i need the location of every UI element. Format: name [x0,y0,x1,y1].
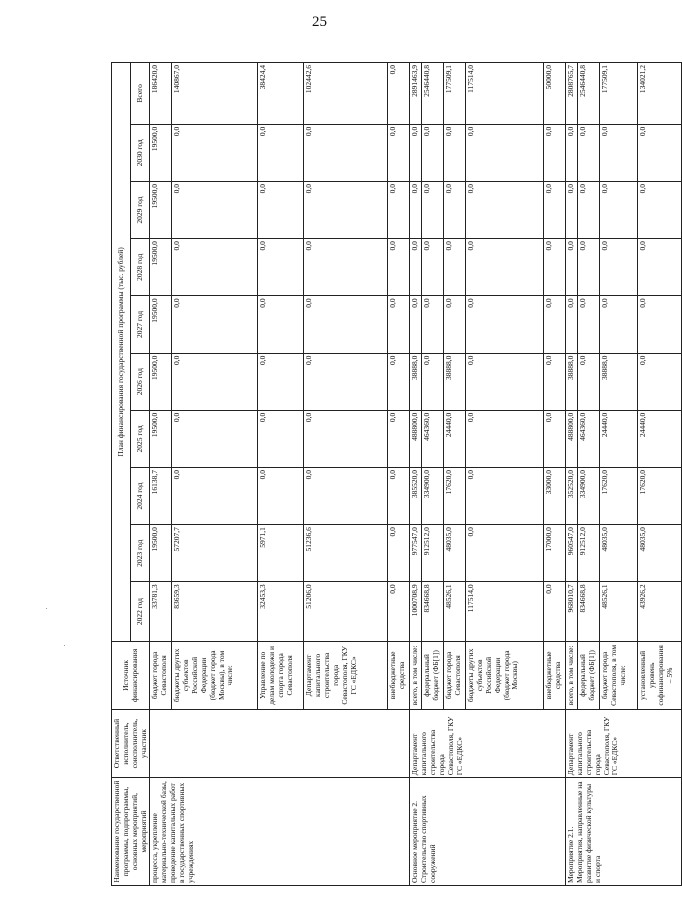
value-cell: 38888,0 [410,353,422,410]
total-cell: 140867,0 [172,63,258,125]
value-cell: 38888,0 [600,353,638,410]
page-number: 25 [312,14,327,30]
header-year: 2029 год [131,181,150,238]
source-cell: всего, в том числе: [566,641,578,709]
value-cell: 0,0 [388,181,410,238]
value-cell: 0,0 [638,296,682,353]
value-cell: 0,0 [444,296,466,353]
source-cell: внебюджетные средства [388,641,410,709]
financing-table [111,62,682,886]
value-cell: 0,0 [466,239,544,296]
value-cell: 0,0 [422,181,444,238]
value-cell: 24440,0 [600,410,638,467]
value-cell: 5971,1 [258,525,304,582]
total-cell: 50000,0 [544,63,566,125]
source-cell: Управление по делам молодежи и спорта города Севастополя [258,641,304,709]
value-cell: 0,0 [422,124,444,181]
value-cell: 17620,0 [444,467,466,524]
value-cell: 0,0 [388,353,410,410]
value-cell: 0,0 [258,353,304,410]
source-cell: федеральный бюджет (ФБ[1]) [422,641,444,709]
source-cell: внебюджетные средства [544,641,566,709]
value-cell: 0,0 [388,410,410,467]
value-cell: 0,0 [544,181,566,238]
value-cell: 0,0 [388,296,410,353]
total-cell: 0,0 [388,63,410,125]
total-cell: 177509,1 [444,63,466,125]
value-cell: 0,0 [566,181,578,238]
value-cell: 0,0 [466,467,544,524]
value-cell: 0,0 [578,296,600,353]
header-plan: План финансирования государственной программы (тыс. рублей) [112,63,131,642]
financing-table-rotated [111,62,674,886]
value-cell: 0,0 [172,239,258,296]
value-cell: 0,0 [578,239,600,296]
value-cell: 488800,0 [566,410,578,467]
value-cell: 0,0 [638,124,682,181]
value-cell: 33000,0 [544,467,566,524]
value-cell: 834668,8 [422,582,444,641]
value-cell: 19500,0 [150,410,172,467]
value-cell: 19500,0 [150,353,172,410]
value-cell: 0,0 [422,353,444,410]
value-cell: 38888,0 [444,353,466,410]
block3-name: Мероприятие 2.1. Мероприятия, направленные на развитие физической культуры и спорта [566,778,682,886]
value-cell: 0,0 [388,467,410,524]
value-cell: 0,0 [304,296,388,353]
value-cell: 0,0 [388,582,410,641]
block1-name: процесса, укрепление материально-технической базы, проведение капитальных работ в государственных спортивных учреждениях [150,778,410,886]
value-cell: 0,0 [258,124,304,181]
value-cell: 0,0 [258,181,304,238]
value-cell: 19500,0 [150,296,172,353]
value-cell: 0,0 [638,353,682,410]
value-cell: 48035,0 [638,525,682,582]
value-cell: 0,0 [258,239,304,296]
value-cell: 0,0 [410,239,422,296]
value-cell: 960547,0 [566,525,578,582]
header-source: Источник финансирования [112,641,150,709]
value-cell: 0,0 [578,181,600,238]
value-cell: 16138,7 [150,467,172,524]
value-cell: 0,0 [258,296,304,353]
value-cell: 0,0 [600,296,638,353]
value-cell: 24440,0 [444,410,466,467]
total-cell: 117514,0 [466,63,544,125]
block2-name: Основное мероприятие 2. Строительство спортивных сооружений [410,778,566,886]
value-cell: 334900,0 [578,467,600,524]
block3-executor: Департамент капитального строительства города Севастополя, ГКУ ГС «ЕДКС» [566,709,682,777]
value-cell: 0,0 [304,181,388,238]
value-cell: 0,0 [638,181,682,238]
header-row-top [112,63,131,886]
value-cell: 0,0 [638,239,682,296]
header-year: 2025 год [131,410,150,467]
value-cell: 48035,0 [444,525,466,582]
value-cell: 57207,7 [172,525,258,582]
source-cell: бюджет города Севастополя, в том числе: [600,641,638,709]
value-cell: 464360,0 [578,410,600,467]
value-cell: 0,0 [566,239,578,296]
value-cell: 912512,0 [578,525,600,582]
value-cell: 0,0 [600,124,638,181]
value-cell: 968010,7 [566,582,578,641]
block1-executor [150,709,410,777]
value-cell: 0,0 [544,353,566,410]
value-cell: 48526,1 [600,582,638,641]
value-cell: 0,0 [578,124,600,181]
value-cell: 19500,0 [150,181,172,238]
value-cell: 0,0 [172,124,258,181]
value-cell: 0,0 [172,296,258,353]
value-cell: 48526,1 [444,582,466,641]
value-cell: 0,0 [172,467,258,524]
value-cell: 0,0 [388,124,410,181]
source-cell: Департамент капитального строительства города Севастополя, ГКУ ГС «ЕДКС» [304,641,388,709]
value-cell: 32453,3 [258,582,304,641]
header-year: 2027 год [131,296,150,353]
value-cell: 19500,0 [150,525,172,582]
scan-artifact [46,608,47,609]
value-cell: 0,0 [444,239,466,296]
value-cell: 0,0 [544,239,566,296]
value-cell: 33781,3 [150,582,172,641]
header-name: Наименование государственной программы, подпрограммы, основных мероприятий, мероприятий [112,778,150,886]
scan-artifact [64,645,65,646]
value-cell: 0,0 [388,239,410,296]
value-cell: 0,0 [172,410,258,467]
header-year: 2026 год [131,353,150,410]
value-cell: 0,0 [466,181,544,238]
value-cell: 48035,0 [600,525,638,582]
value-cell: 38888,0 [566,353,578,410]
value-cell: 0,0 [388,525,410,582]
source-cell: всего, в том числе: [410,641,422,709]
value-cell: 0,0 [422,296,444,353]
value-cell: 834668,8 [578,582,600,641]
value-cell: 0,0 [466,353,544,410]
value-cell: 17620,0 [600,467,638,524]
value-cell: 0,0 [544,296,566,353]
value-cell: 0,0 [544,410,566,467]
value-cell: 0,0 [566,124,578,181]
value-cell: 83659,3 [172,582,258,641]
total-cell: 2808765,7 [566,63,578,125]
value-cell: 0,0 [304,410,388,467]
value-cell: 0,0 [600,239,638,296]
value-cell: 17000,0 [544,525,566,582]
total-cell: 38424,4 [258,63,304,125]
total-cell: 2546440,8 [578,63,600,125]
source-cell: федеральный бюджет (ФБ[1]) [578,641,600,709]
value-cell: 19500,0 [150,239,172,296]
value-cell: 0,0 [410,124,422,181]
total-cell: 186420,0 [150,63,172,125]
header-year: 2030 год [131,124,150,181]
value-cell: 0,0 [600,181,638,238]
table-row [150,63,172,886]
value-cell: 488800,0 [410,410,422,467]
value-cell: 0,0 [258,467,304,524]
total-cell: 2546440,8 [422,63,444,125]
value-cell: 0,0 [304,353,388,410]
total-cell: 2891463,9 [410,63,422,125]
value-cell: 0,0 [566,296,578,353]
value-cell: 0,0 [466,410,544,467]
value-cell: 24440,0 [638,410,682,467]
value-cell: 0,0 [422,239,444,296]
header-year: 2022 год [131,582,150,641]
value-cell: 51236,6 [304,525,388,582]
value-cell: 117514,0 [466,582,544,641]
value-cell: 0,0 [304,239,388,296]
value-cell: 0,0 [172,181,258,238]
source-cell: установленный уровень софинансирования – 5% [638,641,682,709]
value-cell: 0,0 [544,124,566,181]
source-cell: бюджеты других субъектов Российской Федерации (бюджет города Москвы) [466,641,544,709]
table-row [566,63,578,886]
header-year: 2028 год [131,239,150,296]
header-year: 2023 год [131,525,150,582]
value-cell: 464360,0 [422,410,444,467]
value-cell: 0,0 [466,296,544,353]
header-executor: Ответственный исполнитель, соисполнитель, участник [112,709,150,777]
source-cell: бюджеты других субъектов Российской Федерации (бюджет города Москвы), в том числе: [172,641,258,709]
value-cell: 912512,0 [422,525,444,582]
header-year: 2024 год [131,467,150,524]
block2-executor: Департамент капитального строительства города Севастополя, ГКУ ГС «ЕДКС» [410,709,566,777]
value-cell: 19500,0 [150,124,172,181]
value-cell: 0,0 [444,181,466,238]
value-cell: 51206,0 [304,582,388,641]
value-cell: 17620,0 [638,467,682,524]
source-cell: бюджет города Севастополя [444,641,466,709]
value-cell: 0,0 [172,353,258,410]
total-cell: 134021,2 [638,63,682,125]
value-cell: 0,0 [410,181,422,238]
value-cell: 0,0 [578,353,600,410]
total-cell: 102442,6 [304,63,388,125]
source-cell: бюджет города Севастополя [150,641,172,709]
value-cell: 0,0 [544,582,566,641]
value-cell: 0,0 [304,467,388,524]
value-cell: 977547,0 [410,525,422,582]
value-cell: 0,0 [258,410,304,467]
value-cell: 0,0 [410,296,422,353]
value-cell: 43926,2 [638,582,682,641]
table-row [410,63,422,886]
value-cell: 0,0 [466,525,544,582]
value-cell: 334900,0 [422,467,444,524]
value-cell: 0,0 [444,124,466,181]
value-cell: 385520,0 [410,467,422,524]
header-total: Всего [131,63,150,125]
value-cell: 352520,0 [566,467,578,524]
value-cell: 0,0 [466,124,544,181]
value-cell: 1000708,9 [410,582,422,641]
total-cell: 177509,1 [600,63,638,125]
value-cell: 0,0 [304,124,388,181]
